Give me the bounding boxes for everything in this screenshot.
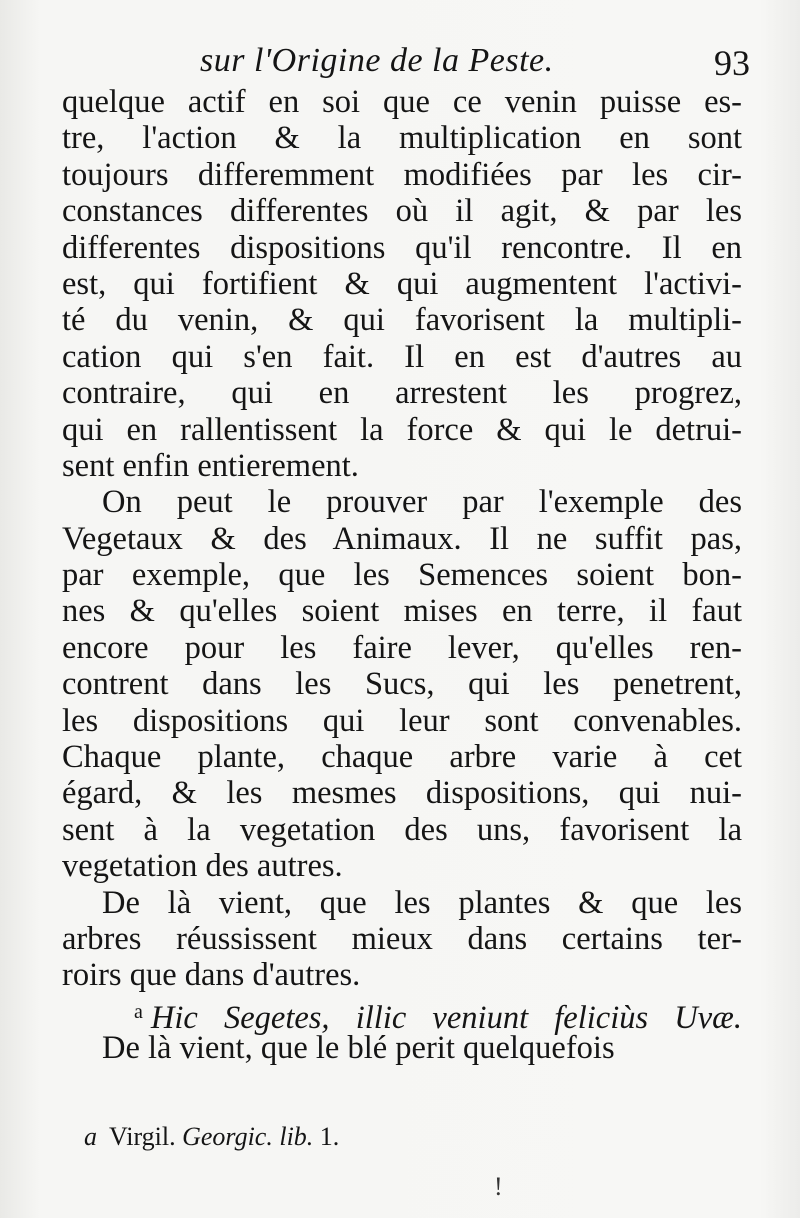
text-line: arbres réussissent mieux dans certains ter- [62,920,742,957]
paragraph-2 [62,484,742,884]
text-line: est, qui fortifient & qui augmentent l'activi- [62,265,742,302]
text-line: nes & qu'elles soient mises en terre, il faut [62,593,742,630]
text-line: toujours differemment modifiées par les cir- [62,156,742,193]
text-line: cation qui s'en fait. Il en est d'autres au [62,338,742,375]
text-line: contraire, qui en arrestent les progrez, [62,375,742,412]
text-line: Chaque plante, chaque arbre varie à cet [62,739,742,776]
footnote-book: 1. [319,1122,340,1151]
text-line: contrent dans les Sucs, qui les penetrent, [62,666,742,703]
text-line: vegetation des autres. [62,848,343,885]
footnote-author: Virgil. [109,1122,176,1151]
page-number: 93 [714,43,750,83]
stray-mark: ! [494,1172,503,1201]
text-line: sent à la vegetation des uns, favorisent la [62,811,742,848]
running-head: sur l'Origine de la Peste. [200,42,554,79]
closing-line: De là vient, que le blé perit quelquefois [102,1030,615,1067]
text-line: constances differentes où il agit, & par les [62,193,742,230]
text-line: les dispositions qui leur sont convenables. [62,702,742,739]
text-line: De là vient, que les plantes & que les [102,884,742,921]
footnote-marker: a [84,1122,97,1151]
text-line: Vegetaux & des Animaux. Il ne suffit pas, [62,520,742,557]
text-line: sent enfin entierement. [62,447,359,484]
body-text [62,84,742,1067]
footnote-reference[interactable]: a [134,1000,143,1023]
footnote [84,1122,339,1152]
verse-quotation [62,994,742,1036]
text-line: tre, l'action & la multiplication en sont [62,120,742,157]
text-line: quelque actif en soi que ce venin puisse es- [62,84,742,120]
paragraph-3 [62,885,742,994]
verse-text: Hic Segetes, illic veniunt feliciùs Uvæ. [150,999,742,1036]
text-line: par exemple, que les Semences soient bon- [62,557,742,594]
text-line: qui en rallentissent la force & qui le detrui- [62,411,742,448]
text-line: égard, & les mesmes dispositions, qui nui- [62,775,742,812]
footnote-work: Georgic. lib. [182,1122,314,1151]
text-line: té du venin, & qui favorisent la multipli- [62,302,742,339]
text-line: differentes dispositions qu'il rencontre. Il en [62,229,742,266]
text-line: On peut le prouver par l'exemple des [102,484,742,521]
text-line: roirs que dans d'autres. [62,957,361,994]
text-line: encore pour les faire lever, qu'elles ren- [62,629,742,666]
paragraph-1 [62,84,742,484]
